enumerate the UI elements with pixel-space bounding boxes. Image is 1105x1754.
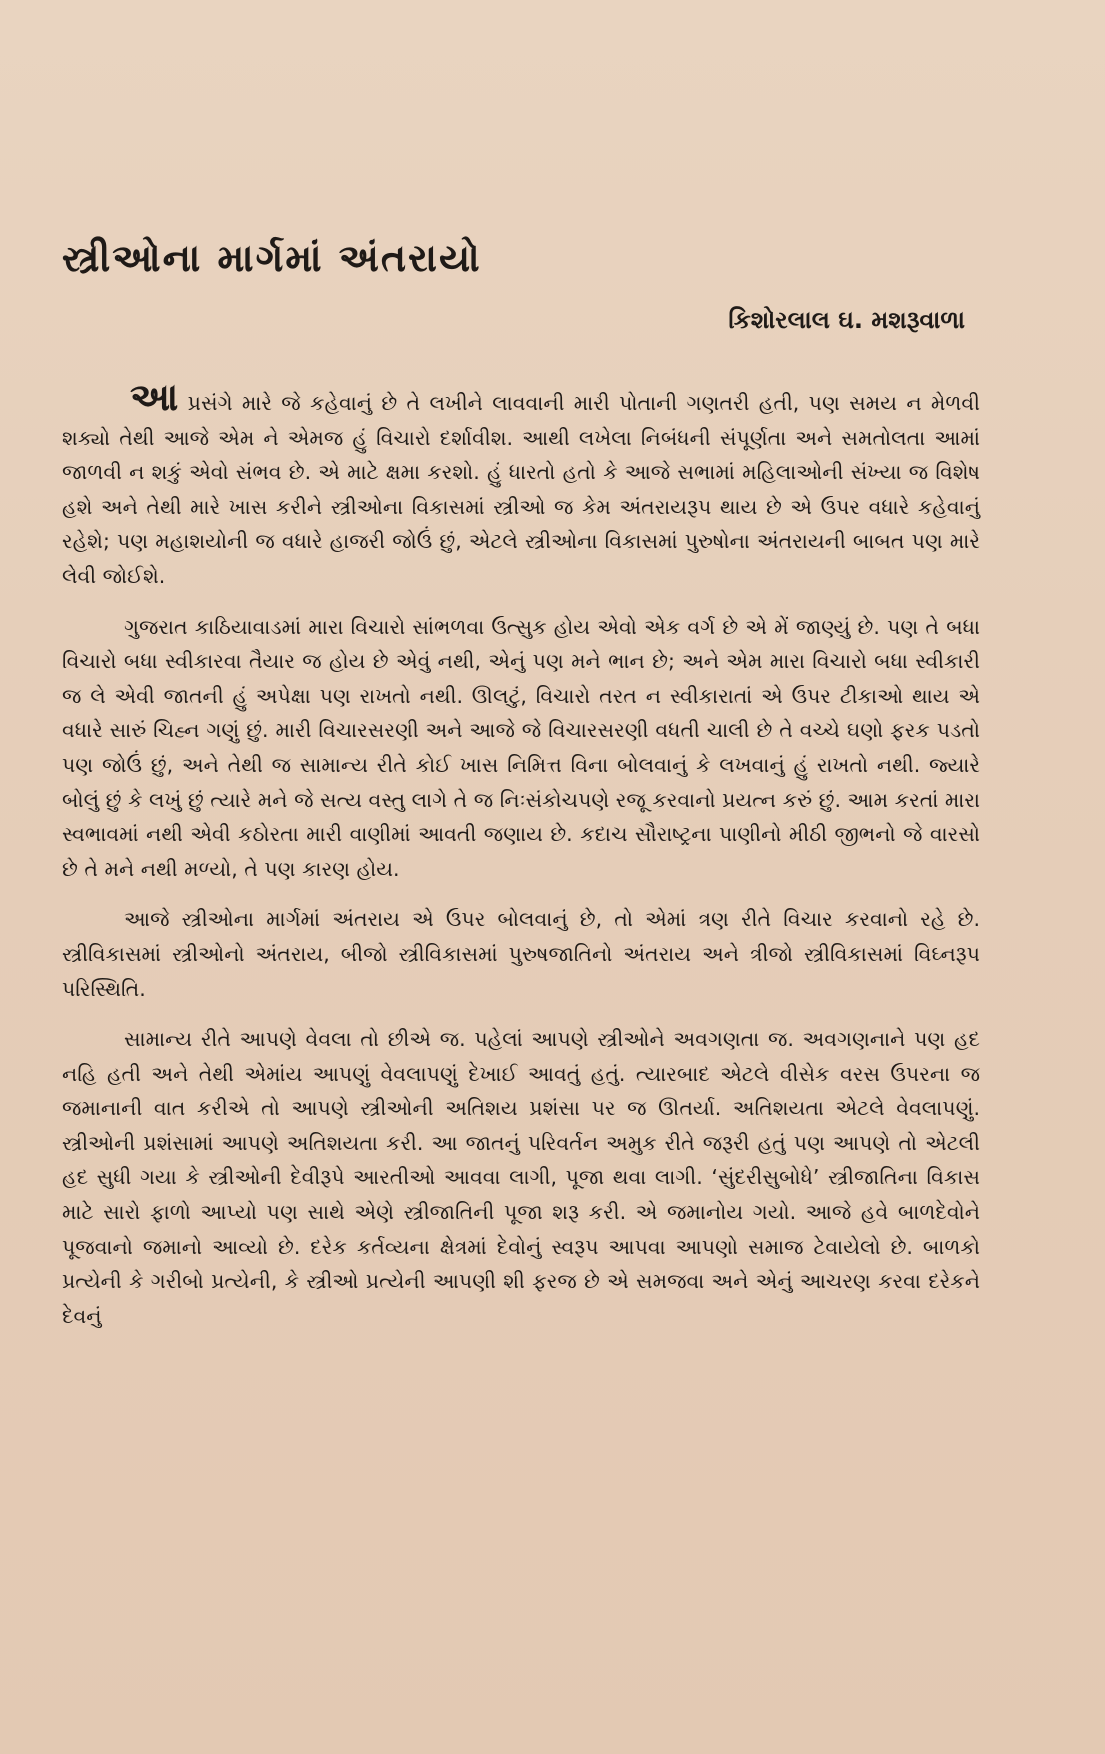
drop-cap: આ (130, 375, 179, 419)
paragraph-1-text: પ્રસંગે મારે જે કહેવાનું છે તે લખીને લાવવાની મારી પોતાની ગણતરી હતી, પણ સમય ન મેળવી શક્યો તેથી આજે એમ ને એમજ હું વિચારો દર્શાવીશ. આથી લખેલા નિબંધની સંપૂર્ણતા અને સમતોલતા આમાં જાળવી ન શકું એવો સંભવ છે. એ માટે ક્ષમા કરશો. હું ધારતો હતો કે આજે સભામાં મહિલાઓની સંખ્યા જ વિશેષ હશે અને તેથી મારે ખાસ કરીને સ્ત્રીઓના વિકાસમાં સ્ત્રીઓ જ કેમ અંતરાયરૂપ થાય છે એ ઉપર વધારે કહેવાનું રહેશે; પણ મહાશયોની જ વધારે હાજરી જોઉં છું, એટલે સ્ત્રીઓના વિકાસમાં પુરુષોના અંતરાયની બાબત પણ મારે લેવી જોઈશે. (62, 391, 980, 588)
paragraph-2: ગુજરાત કાઠિયાવાડમાં મારા વિચારો સાંભળવા ઉત્સુક હોય એવો એક વર્ગ છે એ મેં જાણ્યું છે. પણ તે બધા વિચારો બધા સ્વીકારવા તૈયાર જ હોય છે એવું નથી, એનું પણ મને ભાન છે; અને એમ મારા વિચારો બધા સ્વીકારી જ લે એવી જાતની હું અપેક્ષા પણ રાખતો નથી. ઊલટું, વિચારો તરત ન સ્વીકારાતાં એ ઉપર ટીકાઓ થાય એ વધારે સારું ચિહ્ન ગણું છું. મારી વિચારસરણી અને આજે જે વિચારસરણી વધતી ચાલી છે તે વચ્ચે ઘણો ફરક પડતો પણ જોઉં છું, અને તેથી જ સામાન્ય રીતે કોઈ ખાસ નિમિત્ત વિના બોલવાનું કે લખવાનું હું રાખતો નથી. જ્યારે બોલું છું કે લખું છું ત્યારે મને જે સત્ય વસ્તુ લાગે તે જ નિઃસંકોચપણે રજૂ કરવાનો પ્રયત્ન કરું છું. આમ કરતાં મારા સ્વભાવમાં નથી એવી કઠોરતા મારી વાણીમાં આવતી જણાય છે. કદાચ સૌરાષ્ટ્રના પાણીનો મીઠી જીભનો જે વારસો છે તે મને નથી મળ્યો, તે પણ કારણ હોય. (62, 614, 980, 881)
paragraph-3: આજે સ્ત્રીઓના માર્ગમાં અંતરાય એ ઉપર બોલવાનું છે, તો એમાં ત્રણ રીતે વિચાર કરવાનો રહે છે. સ્ત્રીવિકાસમાં સ્ત્રીઓનો અંતરાય, બીજો સ્ત્રીવિકાસમાં પુરુષજાતિનો અંતરાય અને ત્રીજો સ્ત્રીવિકાસમાં વિઘ્નરૂપ પરિસ્થિતિ. (62, 907, 980, 1001)
paragraph-4: સામાન્ય રીતે આપણે વેવલા તો છીએ જ. પહેલાં આપણે સ્ત્રીઓને અવગણતા જ. અવગણનાને પણ હદ નહિ હતી અને તેથી એમાંય આપણું વેવલાપણું દેખાઈ આવતું હતું. ત્યારબાદ એટલે વીસેક વરસ ઉપરના જ જમાનાની વાત કરીએ તો આપણે સ્ત્રીઓની અતિશય પ્રશંસા પર જ ઊતર્યા. અતિશયતા એટલે વેવલાપણું. સ્ત્રીઓની પ્રશંસામાં આપણે અતિશયતા કરી. આ જાતનું પરિવર્તન અમુક રીતે જરૂરી હતું પણ આપણે તો એટલી હદ સુધી ગયા કે સ્ત્રીઓની દેવીરૂપે આરતીઓ આવવા લાગી, પૂજા થવા લાગી. ‘સુંદરીસુબોધે’ સ્ત્રીજાતિના વિકાસ માટે સારો ફાળો આપ્યો પણ સાથે એણે સ્ત્રીજાતિની પૂજા શરૂ કરી. એ જમાનોય ગયો. આજે હવે બાળદેવોને પૂજવાનો જમાનો આવ્યો છે. દરેક કર્તવ્યના ક્ષેત્રમાં દેવોનું સ્વરૂપ આપવા આપણો સમાજ ટેવાયેલો છે. બાળકો પ્રત્યેની કે ગરીબો પ્રત્યેની, કે સ્ત્રીઓ પ્રત્યેની આપણી શી ફરજ છે એ સમજવા અને એનું આચરણ કરવા દરેકને દેવનું (62, 1027, 980, 1328)
article-title: સ્ત્રીઓના માર્ગમાં અંતરાયો (62, 236, 482, 280)
article-body (62, 375, 980, 1349)
paragraph-1 (62, 375, 980, 594)
article-author: કિશોરલાલ ઘ. મશરૂવાળા (728, 306, 965, 334)
